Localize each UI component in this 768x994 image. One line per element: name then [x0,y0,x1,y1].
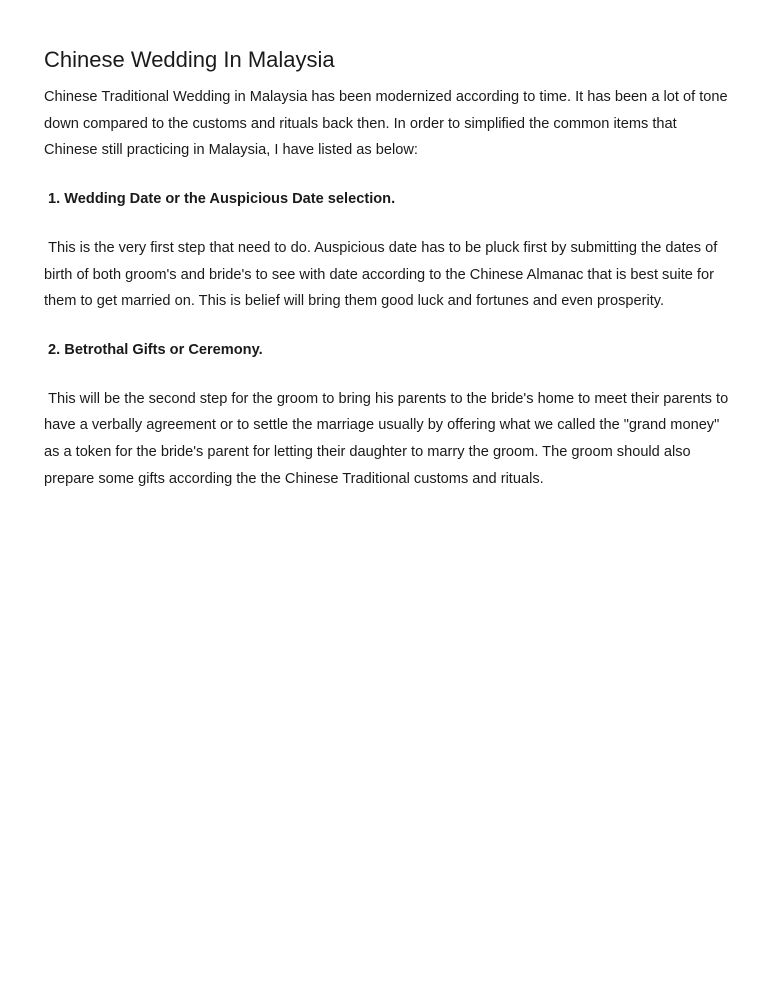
section-heading-2: 2. Betrothal Gifts or Ceremony. [44,341,263,358]
spacer [44,315,734,337]
section-heading-1: 1. Wedding Date or the Auspicious Date selection. [44,191,396,208]
document-page [44,46,734,492]
document-title: Chinese Wedding In Malaysia [44,47,335,72]
spacer [44,364,734,386]
section-body-1: This is the very first step that need to do. Auspicious date has to be pluck first by submitting the dates of birth of both groom's and bride's to see with date according to the Chinese Almanac that is best suite for them to get married on. This is belief will bring them good luck and fortunes and even prosperity. [44,239,722,310]
section-body-2: This will be the second step for the groom to bring his parents to the bride's home to meet their parents to have a verbally agreement or to settle the marriage usually by offering what we called the "grand money" as a token for the bride's parent for letting their daughter to marry the groom. The groom should also prepare some gifts according the the Chinese Traditional customs and rituals. [44,390,733,487]
spacer [44,164,734,186]
spacer [44,213,734,235]
intro-paragraph: Chinese Traditional Wedding in Malaysia has been modernized according to time. It has been a lot of tone down compared to the customs and rituals back then. In order to simplified the common items that Chinese still practicing in Malaysia, I have listed as below: [44,89,728,159]
